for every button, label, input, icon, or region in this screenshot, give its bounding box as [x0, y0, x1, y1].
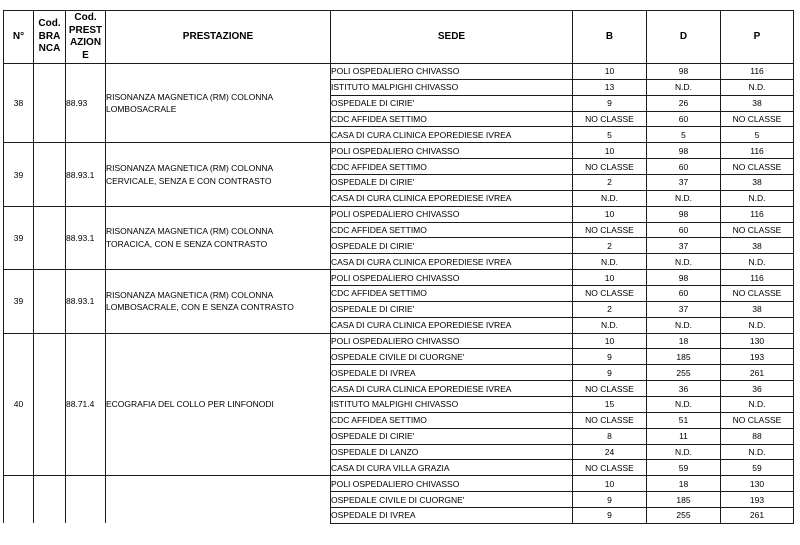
header-line: Cod.	[74, 12, 97, 23]
prestazione-line: LOMBOSACRALE	[106, 104, 177, 115]
p-value-cell: 193	[721, 349, 794, 365]
p-value-cell: N.D.	[721, 317, 794, 333]
header-line: PREST	[68, 24, 103, 36]
header-line: E	[82, 49, 89, 61]
b-value-cell: 13	[573, 79, 647, 95]
header-line: BRA	[38, 30, 61, 42]
b-value-cell: N.D.	[573, 190, 647, 206]
sede-cell: OSPEDALE CIVILE DI CUORGNE'	[331, 492, 573, 508]
p-value-cell: NO CLASSE	[721, 412, 794, 428]
numero-cell: 39	[4, 143, 34, 206]
p-value-cell: 116	[721, 143, 794, 159]
b-value-cell: NO CLASSE	[573, 222, 647, 238]
b-value-cell: 10	[573, 64, 647, 80]
p-value-cell: N.D.	[721, 254, 794, 270]
d-value-cell: 18	[647, 476, 721, 492]
d-value-cell: 37	[647, 301, 721, 317]
prestazione-line: RISONANZA MAGNETICA (RM) COLONNA	[106, 226, 274, 237]
sede-cell: OSPEDALE DI CIRIE'	[331, 301, 573, 317]
d-value-cell: 98	[647, 64, 721, 80]
d-value-cell: 37	[647, 175, 721, 191]
prestazione-cell	[106, 143, 331, 206]
d-value-cell: N.D.	[647, 254, 721, 270]
b-value-cell: 5	[573, 127, 647, 143]
table-body	[4, 64, 794, 524]
numero-cell: 39	[4, 206, 34, 269]
cod-branca-cell	[34, 143, 66, 206]
p-value-cell: 116	[721, 64, 794, 80]
cod-branca-cell	[34, 476, 66, 524]
b-value-cell: N.D.	[573, 317, 647, 333]
b-value-cell: 24	[573, 444, 647, 460]
p-value-cell: N.D.	[721, 397, 794, 413]
p-value-cell: 130	[721, 333, 794, 349]
header-line: NCA	[38, 43, 61, 55]
cod-prestazione-cell: 88.93.1	[66, 270, 106, 333]
sede-cell: CDC AFFIDEA SETTIMO	[331, 286, 573, 302]
prestazione-cell	[106, 206, 331, 269]
b-value-cell: 10	[573, 143, 647, 159]
d-value-cell: 60	[647, 111, 721, 127]
header-d: D	[647, 11, 721, 64]
b-value-cell: 9	[573, 492, 647, 508]
p-value-cell: NO CLASSE	[721, 159, 794, 175]
table-row	[4, 270, 794, 286]
sede-cell: POLI OSPEDALIERO CHIVASSO	[331, 64, 573, 80]
d-value-cell: N.D.	[647, 317, 721, 333]
p-value-cell: 38	[721, 238, 794, 254]
d-value-cell: 255	[647, 508, 721, 524]
sede-cell: POLI OSPEDALIERO CHIVASSO	[331, 143, 573, 159]
d-value-cell: 60	[647, 222, 721, 238]
prestazione-line: RISONANZA MAGNETICA (RM) COLONNA	[106, 91, 274, 102]
prestazione-line: TORACICA, CON E SENZA CONTRASTO	[106, 238, 268, 249]
cod-prestazione-cell	[66, 476, 106, 524]
b-value-cell: NO CLASSE	[573, 412, 647, 428]
p-value-cell: 38	[721, 175, 794, 191]
b-value-cell: 9	[573, 365, 647, 381]
prestazione-line: LOMBOSACRALE, CON E SENZA CONTRASTO	[106, 302, 294, 313]
p-value-cell: 261	[721, 365, 794, 381]
sede-cell: OSPEDALE DI CIRIE'	[331, 428, 573, 444]
d-value-cell: 37	[647, 238, 721, 254]
p-value-cell: NO CLASSE	[721, 222, 794, 238]
d-value-cell: 5	[647, 127, 721, 143]
d-value-cell: 255	[647, 365, 721, 381]
prestazione-line: CERVICALE, SENZA E CON CONTRASTO	[106, 175, 272, 186]
p-value-cell: 116	[721, 270, 794, 286]
header-sede: SEDE	[331, 11, 573, 64]
b-value-cell: 15	[573, 397, 647, 413]
p-value-cell: N.D.	[721, 79, 794, 95]
d-value-cell: 60	[647, 159, 721, 175]
b-value-cell: NO CLASSE	[573, 286, 647, 302]
b-value-cell: NO CLASSE	[573, 159, 647, 175]
b-value-cell: 10	[573, 333, 647, 349]
cod-branca-cell	[34, 206, 66, 269]
p-value-cell: N.D.	[721, 190, 794, 206]
table-row	[4, 476, 794, 492]
header-cod-prestazione	[66, 11, 106, 64]
header-line: Cod.	[38, 18, 61, 30]
d-value-cell: 26	[647, 95, 721, 111]
sede-cell: OSPEDALE DI LANZO	[331, 444, 573, 460]
d-value-cell: N.D.	[647, 79, 721, 95]
b-value-cell: 10	[573, 270, 647, 286]
d-value-cell: N.D.	[647, 444, 721, 460]
sede-cell: OSPEDALE DI IVREA	[331, 365, 573, 381]
sede-cell: POLI OSPEDALIERO CHIVASSO	[331, 270, 573, 286]
cod-prestazione-cell: 88.93.1	[66, 143, 106, 206]
b-value-cell: 2	[573, 238, 647, 254]
table-row	[4, 333, 794, 349]
numero-cell: 39	[4, 270, 34, 333]
p-value-cell: 116	[721, 206, 794, 222]
sede-cell: CDC AFFIDEA SETTIMO	[331, 412, 573, 428]
b-value-cell: 9	[573, 349, 647, 365]
p-value-cell: 36	[721, 381, 794, 397]
sede-cell: POLI OSPEDALIERO CHIVASSO	[331, 476, 573, 492]
sede-cell: OSPEDALE DI CIRIE'	[331, 95, 573, 111]
header-prestazione: PRESTAZIONE	[106, 11, 331, 64]
b-value-cell: NO CLASSE	[573, 460, 647, 476]
header-line: AZION	[69, 37, 102, 48]
b-value-cell: 2	[573, 301, 647, 317]
cod-branca-cell	[34, 64, 66, 143]
table-header	[4, 11, 794, 64]
b-value-cell: 9	[573, 95, 647, 111]
b-value-cell: 8	[573, 428, 647, 444]
sede-cell: CASA DI CURA CLINICA EPOREDIESE IVREA	[331, 254, 573, 270]
d-value-cell: N.D.	[647, 190, 721, 206]
prestazione-line: RISONANZA MAGNETICA (RM) COLONNA	[106, 289, 274, 300]
b-value-cell: NO CLASSE	[573, 111, 647, 127]
p-value-cell: 261	[721, 508, 794, 524]
cod-prestazione-cell: 88.71.4	[66, 333, 106, 476]
prestazione-cell	[106, 270, 331, 333]
p-value-cell: NO CLASSE	[721, 286, 794, 302]
p-value-cell: 38	[721, 301, 794, 317]
cod-prestazione-cell: 88.93	[66, 64, 106, 143]
header-p: P	[721, 11, 794, 64]
sede-cell: CASA DI CURA CLINICA EPOREDIESE IVREA	[331, 190, 573, 206]
sede-cell: CDC AFFIDEA SETTIMO	[331, 222, 573, 238]
d-value-cell: 36	[647, 381, 721, 397]
p-value-cell: N.D.	[721, 444, 794, 460]
p-value-cell: 88	[721, 428, 794, 444]
table-row	[4, 206, 794, 222]
b-value-cell: 10	[573, 206, 647, 222]
b-value-cell: N.D.	[573, 254, 647, 270]
sede-cell: ISTITUTO MALPIGHI CHIVASSO	[331, 397, 573, 413]
b-value-cell: 2	[573, 175, 647, 191]
sede-cell: OSPEDALE DI CIRIE'	[331, 175, 573, 191]
prestazione-line: ECOGRAFIA DEL COLLO PER LINFONODI	[106, 399, 274, 410]
d-value-cell: 59	[647, 460, 721, 476]
d-value-cell: 98	[647, 143, 721, 159]
sede-cell: ISTITUTO MALPIGHI CHIVASSO	[331, 79, 573, 95]
header-b: B	[573, 11, 647, 64]
sede-cell: OSPEDALE CIVILE DI CUORGNE'	[331, 349, 573, 365]
header-cod-branca	[34, 11, 66, 64]
header-row	[4, 11, 794, 64]
d-value-cell: 11	[647, 428, 721, 444]
d-value-cell: 185	[647, 492, 721, 508]
cod-branca-cell	[34, 270, 66, 333]
sede-cell: CASA DI CURA CLINICA EPOREDIESE IVREA	[331, 381, 573, 397]
sede-cell: CDC AFFIDEA SETTIMO	[331, 111, 573, 127]
d-value-cell: 60	[647, 286, 721, 302]
sede-cell: CASA DI CURA CLINICA EPOREDIESE IVREA	[331, 127, 573, 143]
d-value-cell: N.D.	[647, 397, 721, 413]
p-value-cell: 38	[721, 95, 794, 111]
p-value-cell: 193	[721, 492, 794, 508]
b-value-cell: 9	[573, 508, 647, 524]
p-value-cell: NO CLASSE	[721, 111, 794, 127]
prestazione-cell	[106, 64, 331, 143]
prestazione-cell	[106, 333, 331, 476]
p-value-cell: 59	[721, 460, 794, 476]
b-value-cell: NO CLASSE	[573, 381, 647, 397]
prestazione-cell	[106, 476, 331, 524]
d-value-cell: 185	[647, 349, 721, 365]
numero-cell: 40	[4, 333, 34, 476]
table-row	[4, 64, 794, 80]
d-value-cell: 98	[647, 270, 721, 286]
table-row	[4, 143, 794, 159]
prestazioni-table	[3, 10, 794, 524]
prestazione-line: RISONANZA MAGNETICA (RM) COLONNA	[106, 163, 274, 174]
sede-cell: OSPEDALE DI CIRIE'	[331, 238, 573, 254]
sede-cell: POLI OSPEDALIERO CHIVASSO	[331, 206, 573, 222]
p-value-cell: 5	[721, 127, 794, 143]
d-value-cell: 98	[647, 206, 721, 222]
sede-cell: POLI OSPEDALIERO CHIVASSO	[331, 333, 573, 349]
p-value-cell: 130	[721, 476, 794, 492]
sede-cell: CASA DI CURA VILLA GRAZIA	[331, 460, 573, 476]
sede-cell: CDC AFFIDEA SETTIMO	[331, 159, 573, 175]
numero-cell	[4, 476, 34, 524]
cod-branca-cell	[34, 333, 66, 476]
header-n: N°	[4, 11, 34, 64]
d-value-cell: 18	[647, 333, 721, 349]
sede-cell: CASA DI CURA CLINICA EPOREDIESE IVREA	[331, 317, 573, 333]
d-value-cell: 51	[647, 412, 721, 428]
sede-cell: OSPEDALE DI IVREA	[331, 508, 573, 524]
numero-cell: 38	[4, 64, 34, 143]
cod-prestazione-cell: 88.93.1	[66, 206, 106, 269]
b-value-cell: 10	[573, 476, 647, 492]
